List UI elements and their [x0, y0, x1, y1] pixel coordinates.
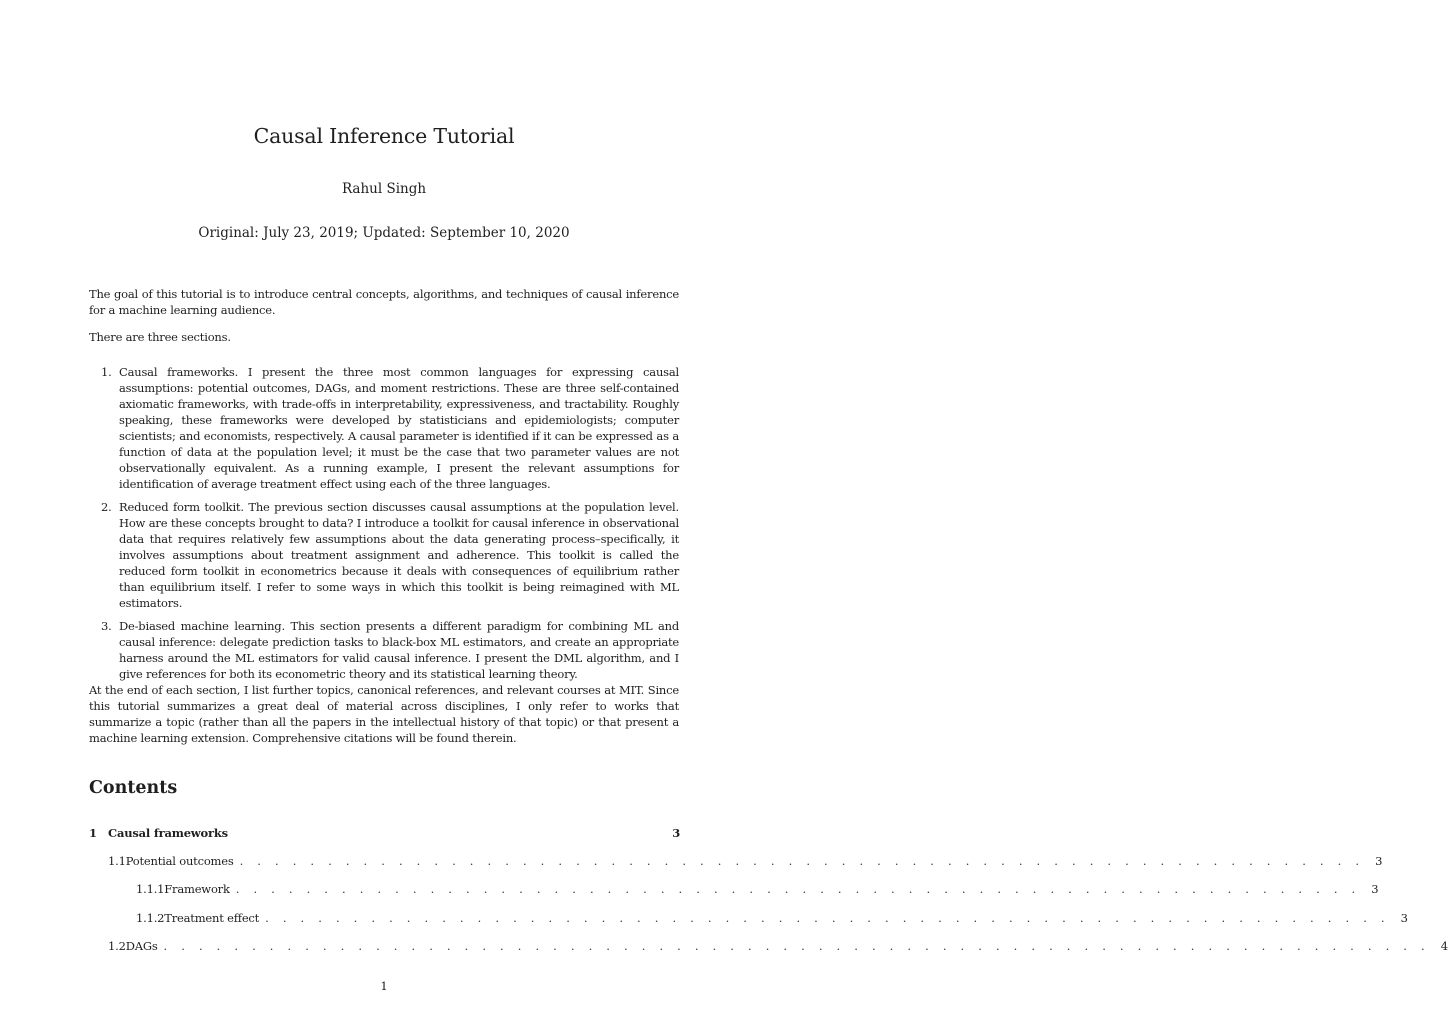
- list-item: [89, 618, 679, 682]
- sections-intro-paragraph: There are three sections.: [89, 330, 231, 344]
- toc-entry-treatment-effect[interactable]: [89, 910, 1408, 926]
- contents-heading: Contents: [89, 778, 178, 798]
- list-item-number: 2.: [101, 500, 112, 514]
- sections-list: [89, 364, 679, 689]
- toc-dot-leader: . . . . . . . . . . . . . . . . . . . . . . . . . . . . . . . . . . . . . . . . . . . . . . . . . . . . . . . . . . . . . . . .: [235, 882, 1361, 896]
- toc-entry-number: 1.1.2: [136, 911, 165, 925]
- list-item: [89, 499, 679, 611]
- list-item: [89, 364, 679, 492]
- toc-entry-label: DAGs: [125, 939, 158, 953]
- toc-entry-page: 4: [1440, 939, 1448, 953]
- toc-entry-framework[interactable]: [89, 881, 1379, 897]
- toc-entry-causal-frameworks[interactable]: [89, 825, 680, 841]
- closing-paragraph: At the end of each section, I list further topics, canonical references, and relevant courses at MIT. Since this tutorial summarizes a great deal of material across disciplines, I only refer to works that summarize a topic (rather than all the papers in the intellectual history of that topic) or that present a machine learning extension. Comprehensive citations will be found therein.: [89, 683, 679, 745]
- publication-dates: Original: July 23, 2019; Updated: September 10, 2020: [198, 225, 570, 241]
- list-item-number: 1.: [101, 365, 112, 379]
- toc-entry-number: 1.1.1: [136, 882, 165, 896]
- intro-paragraph: The goal of this tutorial is to introduce central concepts, algorithms, and techniques of causal inference for a machine learning audience.: [89, 287, 679, 317]
- toc-entry-label: Treatment effect: [164, 911, 260, 925]
- list-item-text: Causal frameworks. I present the three most common languages for expressing causal assumptions: potential outcomes, DAGs, and moment restrictions. These are three self-contained axiomatic frameworks, with trade-offs in interpretability, expressiveness, and tractability. Roughly speaking, these frameworks were developed by statisticians and epidemiologists; computer scientists; and economists, respectively. A causal parameter is identified if it can be expressed as a function of data at the population level; it must be the case that two parameter values are not observationally equivalent. As a running example, I present the relevant assumptions for identification of average treatment effect using each of the three languages.: [119, 365, 679, 491]
- toc-entry-page: 3: [1400, 911, 1408, 925]
- toc-entry-page: 3: [1375, 854, 1383, 868]
- list-item-number: 3.: [101, 619, 112, 633]
- toc-entry-page: 3: [1371, 882, 1379, 896]
- list-item-text: De-biased machine learning. This section presents a different paradigm for combining ML and causal inference: delegate prediction tasks to black-box ML estimators, and create an appropriate harness around the ML estimators for valid causal inference. I present the DML algorithm, and I give references for both its econometric theory and its statistical learning theory.: [119, 619, 679, 681]
- toc-entry-page: 3: [672, 826, 680, 840]
- toc-dot-leader: . . . . . . . . . . . . . . . . . . . . . . . . . . . . . . . . . . . . . . . . . . . . . . . . . . . . . . . . . . . . . . . .: [239, 854, 1365, 868]
- toc-dot-leader: . . . . . . . . . . . . . . . . . . . . . . . . . . . . . . . . . . . . . . . . . . . . . . . . . . . . . . . . . . . . . . . .: [265, 911, 1390, 925]
- author-name: Rahul Singh: [341, 181, 427, 197]
- list-item-text: Reduced form toolkit. The previous section discusses causal assumptions at the population level. How are these concepts brought to data? I introduce a toolkit for causal inference in observational data that requires relatively few assumptions about the data generating process–specifically, it involves assumptions about treatment assignment and adherence. This toolkit is called the reduced form toolkit in econometrics because it deals with consequences of equilibrium rather than equilibrium itself. I refer to some ways in which this toolkit is being reimagined with ML estimators.: [119, 500, 679, 610]
- toc-entry-dags[interactable]: [89, 938, 1448, 954]
- toc-entry-number: 1.2: [108, 939, 126, 953]
- toc-entry-potential-outcomes[interactable]: [89, 853, 1383, 869]
- paper-title: Causal Inference Tutorial: [253, 124, 515, 148]
- toc-entry-label: Potential outcomes: [125, 854, 234, 868]
- toc-entry-label: Causal frameworks: [108, 826, 228, 840]
- toc-entry-number: 1: [89, 826, 97, 840]
- toc-entry-label: Framework: [164, 882, 230, 896]
- toc-dot-leader: . . . . . . . . . . . . . . . . . . . . . . . . . . . . . . . . . . . . . . . . . . . . . . . . . . . . . . . . . . . . . . . . . . . . . . . .: [163, 939, 1430, 953]
- page-number: 1: [380, 979, 388, 993]
- toc-entry-number: 1.1: [108, 854, 126, 868]
